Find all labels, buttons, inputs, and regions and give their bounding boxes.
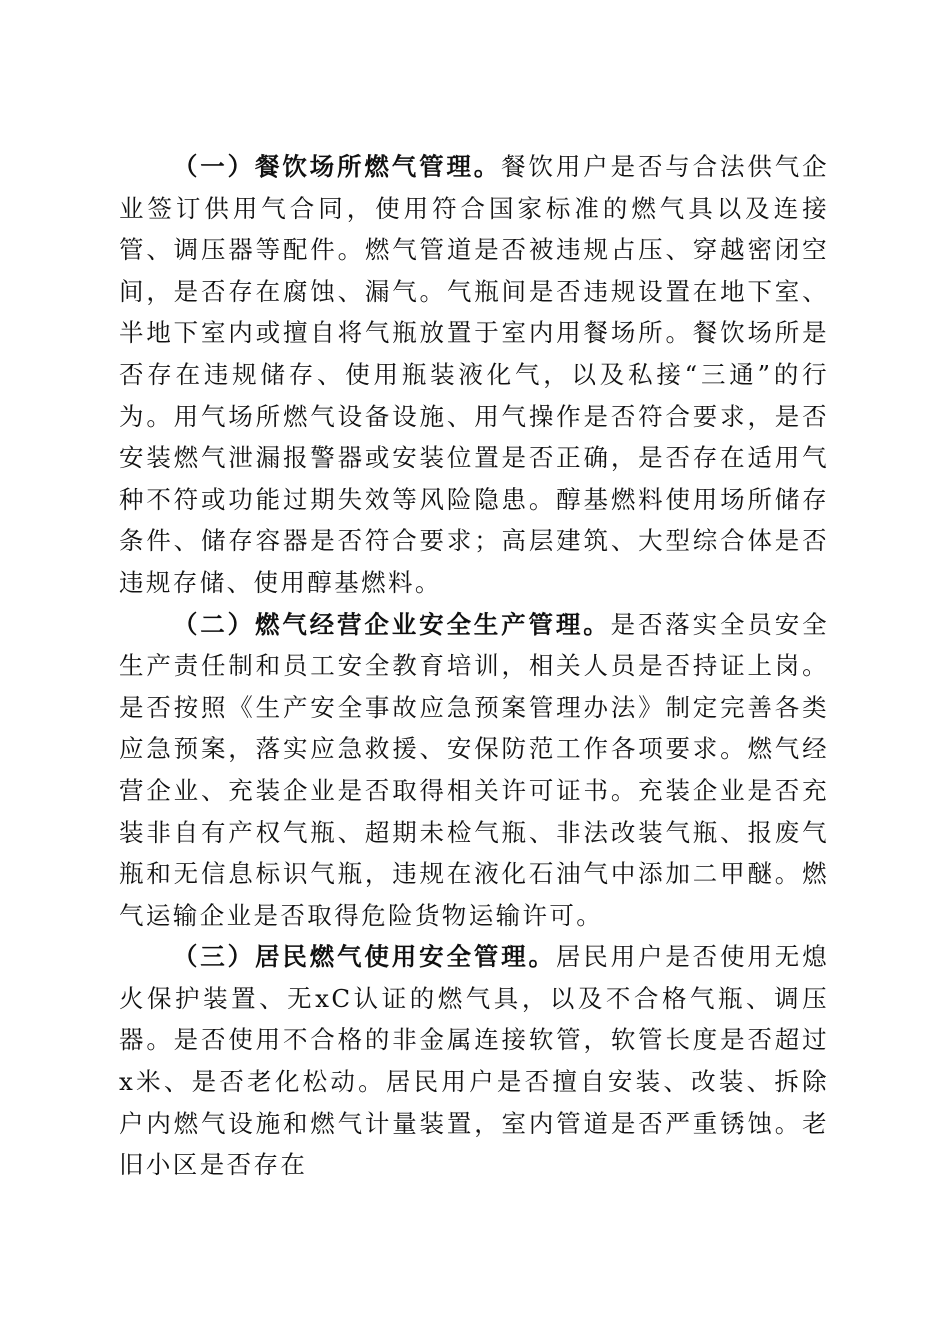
paragraph-heading: （三）居民燃气使用安全管理。 [172,942,556,972]
paragraph-text: 是否落实全员安全生产责任制和员工安全教育培训，相关人员是否持证上岗。是否按照《生产安全事故应急预案管理办法》制定完善各类应急预案，落实应急救援、安保防范工作各项要求。燃气经营企业、充装企业是否取得相关许可证书。充装企业是否充装非自有产权气瓶、超期未检气瓶、非法改装气瓶、报废气瓶和无信息标识气瓶，违规在液化石油气中添加二甲醚。燃气运输企业是否取得危险货物运输许可。 [119,609,829,930]
paragraph-text: 餐饮用户是否与合法供气企业签订供用气合同，使用符合国家标准的燃气具以及连接管、调压器等配件。燃气管道是否被违规占压、穿越密闭空间，是否存在腐蚀、漏气。气瓶间是否违规设置在地下室、半地下室内或擅自将气瓶放置于室内用餐场所。餐饮场所是否存在违规储存、使用瓶装液化气，以及私接“三通”的行为。用气场所燃气设备设施、用气操作是否符合要求，是否安装燃气泄漏报警器或安装位置是否正确，是否存在适用气种不符或功能过期失效等风险隐患。醇基燃料使用场所储存条件、储存容器是否符合要求；高层建筑、大型综合体是否违规存储、使用醇基燃料。 [119,152,829,597]
paragraph-catering-gas [119,146,829,604]
paragraph-gas-enterprise-safety [119,604,829,937]
paragraph-heading: （一）餐饮场所燃气管理。 [172,152,502,181]
paragraph-heading: （二）燃气经营企业安全生产管理。 [172,609,611,639]
document-body [119,146,829,1186]
paragraph-text: 居民用户是否使用无熄火保护装置、无xC认证的燃气具，以及不合格气瓶、调压器。是否使用不合格的非金属连接软管，软管长度是否超过x米、是否老化松动。居民用户是否擅自安装、改装、拆除户内燃气设施和燃气计量装置，室内管道是否严重锈蚀。老旧小区是否存在 [119,942,829,1180]
paragraph-residential-gas [119,936,829,1186]
